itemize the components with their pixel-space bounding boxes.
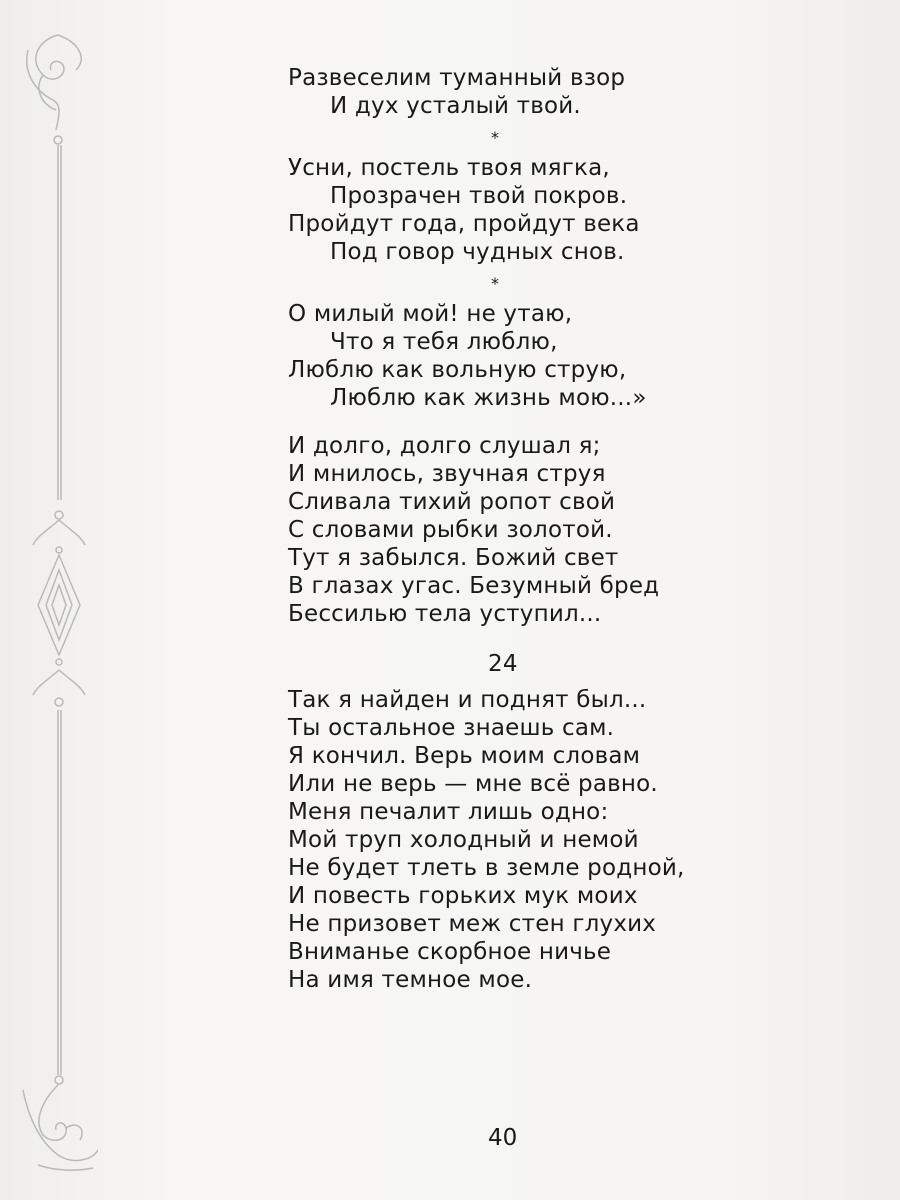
poem-line: Под говор чудных снов. xyxy=(330,239,625,265)
poem-line: Меня печалит лишь одно: xyxy=(288,799,609,825)
poem-text xyxy=(288,64,848,994)
poem-line: И долго, долго слушал я; xyxy=(288,433,601,459)
poem-line: Не будет тлеть в земле родной, xyxy=(288,855,685,881)
poem-line: Прозрачен твой покров. xyxy=(330,183,628,209)
section-separator: * xyxy=(491,128,500,147)
section-separator: * xyxy=(491,274,500,293)
poem-line: И дух усталый твой. xyxy=(330,93,581,119)
poem-line: Тут я забылся. Божий свет xyxy=(288,545,619,571)
poem-line: О милый мой! не утаю, xyxy=(288,301,573,327)
poem-line: Ты остальное знаешь сам. xyxy=(288,715,615,741)
poem-line: Не призовет меж стен глухих xyxy=(288,911,657,937)
poem-line: Пройдут года, пройдут века xyxy=(288,211,640,237)
poem-line: Усни, постель твоя мягка, xyxy=(288,155,610,181)
poem-line: И повесть горьких мук моих xyxy=(288,883,638,909)
poem-line: На имя темное мое. xyxy=(288,967,533,993)
page-number: 40 xyxy=(488,1125,518,1151)
poem-line: Вниманье скорбное ничье xyxy=(288,939,612,965)
poem-line: Так я найден и поднят был... xyxy=(288,687,647,713)
poem-line: Развеселим туманный взор xyxy=(288,65,626,91)
poem-line: И мнилось, звучная струя xyxy=(288,461,606,487)
poem-line: С словами рыбки золотой. xyxy=(288,517,613,543)
poem-line: В глазах угас. Безумный бред xyxy=(288,573,660,599)
poem-line: Или не верь — мне всё равно. xyxy=(288,771,658,797)
poem-line: Бессилью тела уступил... xyxy=(288,601,602,627)
stanza-gap xyxy=(288,412,848,432)
decorative-border-ornament xyxy=(18,30,98,1180)
chapter-number: 24 xyxy=(488,651,518,677)
poem-line: Люблю как жизнь мою...» xyxy=(330,385,647,411)
poem-line: Мой труп холодный и немой xyxy=(288,827,639,853)
poem-line: Я кончил. Верь моим словам xyxy=(288,743,641,769)
poem-line: Что я тебя люблю, xyxy=(330,329,558,355)
poem-line: Люблю как вольную струю, xyxy=(288,357,627,383)
poem-line: Сливала тихий ропот свой xyxy=(288,489,616,515)
